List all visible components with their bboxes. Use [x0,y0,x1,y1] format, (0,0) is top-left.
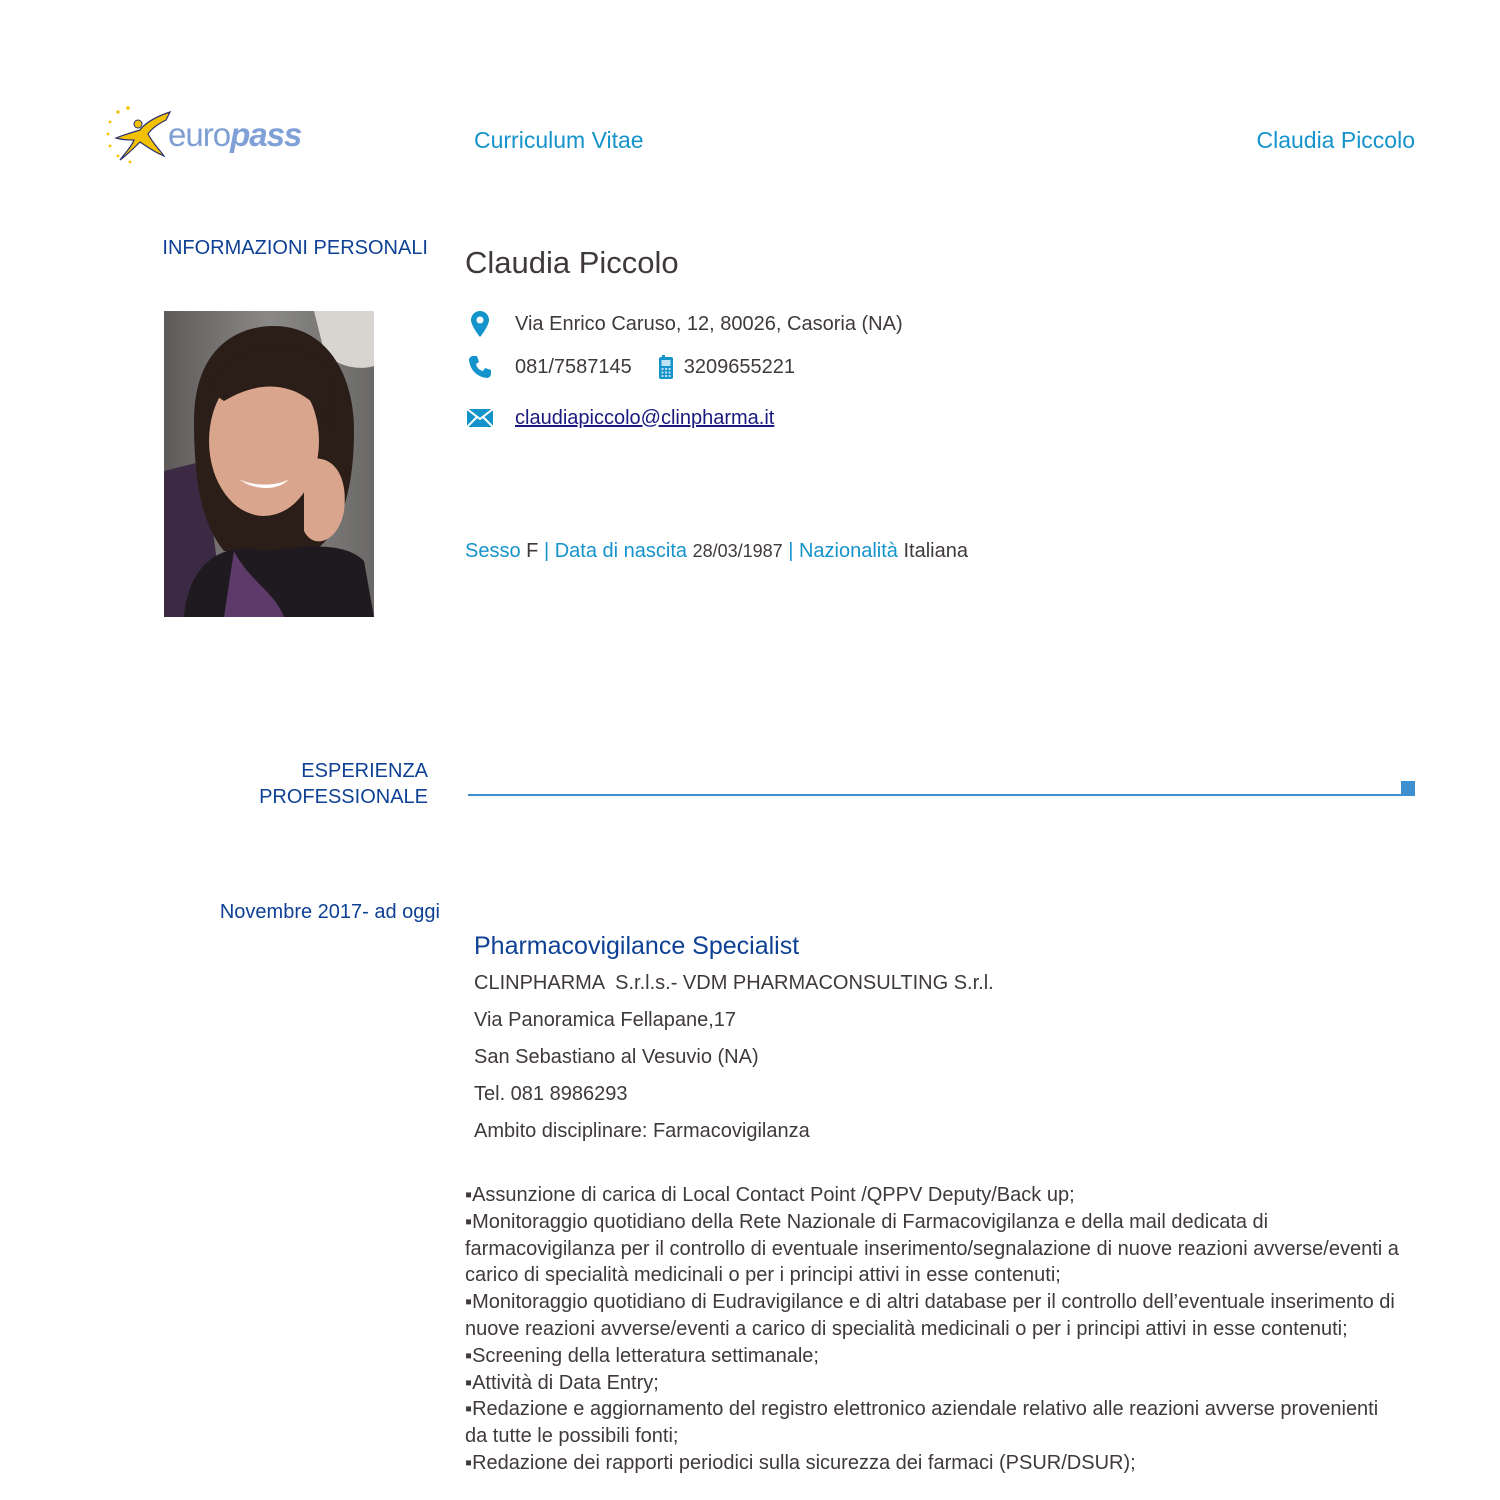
employer-details [474,969,994,1154]
europass-logo [104,104,314,170]
demographics-line [465,540,968,563]
sex-value: F [526,540,539,562]
list-item: ▪Monitoraggio quotidiano di Eudravigilance e di altri database per il controllo dell’eventuale inserimento di nuove reazioni avverse/eventi a carico di specialità medicinali o per i principi attivi in esse contenuti; [465,1291,1395,1340]
address-text: Via Enrico Caruso, 12, 80026, Casoria (NA) [515,312,903,335]
job-title: Pharmacovigilance Specialist [474,932,800,960]
sex-label: Sesso [465,540,521,562]
email-row [465,404,774,432]
section-heading-line2: PROFESSIONALE [259,786,428,808]
discipline-area: Ambito disciplinare: Farmacovigilanza [474,1120,810,1142]
employer-phone: Tel. 081 8986293 [474,1083,628,1105]
responsibilities-list [465,1182,1400,1477]
mobile-phone-icon [656,353,676,381]
experience-date: Novembre 2017- ad oggi [219,901,440,923]
person-name: Claudia Piccolo [465,245,679,280]
list-item: ▪Redazione dei rapporti periodici sulla sicurezza dei farmaci (PSUR/DSUR); [465,1451,1136,1474]
nationality-value: Italiana [903,540,968,562]
envelope-icon [465,404,495,432]
employer-street: Via Panoramica Fellapane,17 [474,1009,737,1031]
phone-row [465,353,795,381]
section-heading-personal-info: INFORMAZIONI PERSONALI [162,237,428,259]
birth-date-value: 28/03/1987 [692,541,783,561]
europass-star-figure-icon [104,104,174,170]
europass-wordmark: europass [168,116,302,153]
section-heading-line1: ESPERIENZA [301,760,428,782]
section-divider-line [468,794,1403,796]
header-person-name: Claudia Piccolo [1256,127,1415,153]
employer-name: CLINPHARMA S.r.l.s.- VDM PHARMACONSULTING S.r.l. [474,972,994,994]
list-item: ▪Screening della letteratura settimanale; [465,1344,819,1367]
phone-number: 081/7587145 [515,355,632,378]
section-divider-square [1401,781,1415,796]
email-link[interactable]: claudiapiccolo@clinpharma.it [515,406,775,429]
address-row [465,310,903,338]
mobile-number: 3209655221 [683,355,796,378]
list-item: ▪Assunzione di carica di Local Contact Point /QPPV Deputy/Back up; [465,1184,1075,1206]
list-item: ▪Attività di Data Entry; [465,1371,659,1394]
employer-city: San Sebastiano al Vesuvio (NA) [474,1046,759,1068]
profile-photo [164,311,374,617]
phone-icon [465,353,495,381]
birth-date-label: Data di nascita [554,540,687,562]
section-heading-experience [100,758,428,810]
separator: | [788,540,794,562]
nationality-label: Nazionalità [798,540,898,562]
mobile-group [656,353,795,381]
document-title: Curriculum Vitae [474,127,644,153]
list-item: ▪Monitoraggio quotidiano della Rete Nazionale di Farmacovigilanza e della mail dedicata di farmacovigilanza per il controllo di eventuale inserimento/segnalazione di nuove reazioni avverse/eventi a carico di specialità medicinali o per i principi attivi in esse contenuti; [465,1210,1399,1287]
location-pin-icon [465,310,495,338]
separator: | [543,540,550,562]
list-item: ▪Redazione e aggiornamento del registro elettronico aziendale relativo alle reazioni avverse provenienti da tutte le possibili fonti; [465,1398,1379,1448]
